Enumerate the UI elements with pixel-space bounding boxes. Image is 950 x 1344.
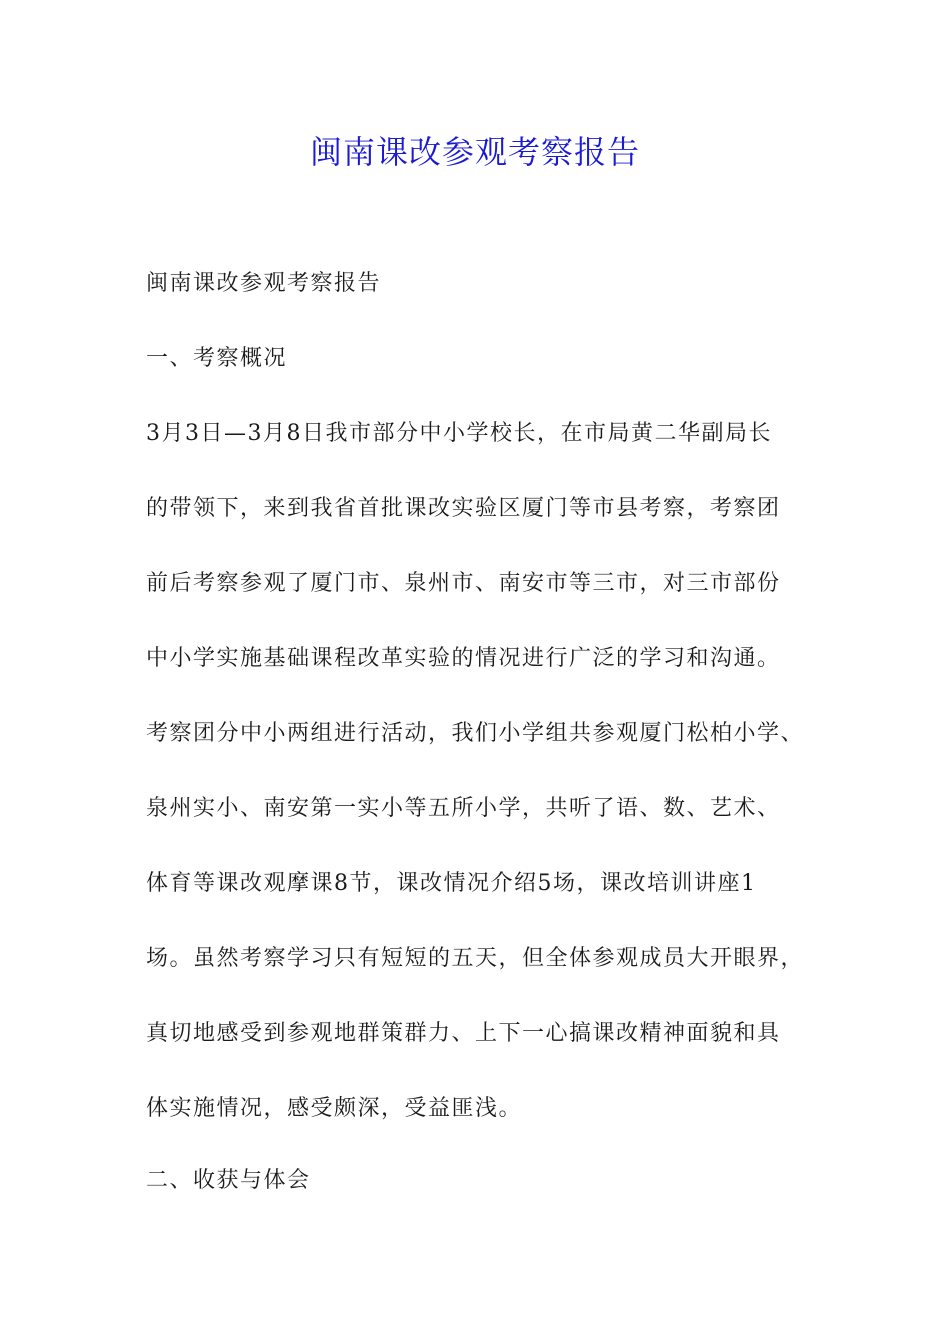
body-line: 的带领下，来到我省首批课改实验区厦门等市县考察，考察团 [146,496,781,521]
body-line: 泉州实小、南安第一实小等五所小学，共听了语、数、艺术、 [146,796,781,821]
body-line: 体育等课改观摩课8节，课改情况介绍5场，课改培训讲座1 [146,871,757,896]
body-line: 3月3日—3月8日我市部分中小学校长，在市局黄二华副局长 [146,421,772,446]
body-line: 体实施情况，感受颇深，受益匪浅。 [146,1096,523,1121]
body-line: 考察团分中小两组进行活动，我们小学组共参观厦门松柏小学、 [146,721,805,746]
body-line: 中小学实施基础课程改革实验的情况进行广泛的学习和沟通。 [146,646,781,671]
document-title: 闽南课改参观考察报告 [309,133,640,171]
body-line: 场。虽然考察学习只有短短的五天，但全体参观成员大开眼界， [146,946,805,971]
body-line: 真切地感受到参观地群策群力、上下一心搞课改精神面貌和具 [146,1021,781,1046]
subtitle-line: 闽南课改参观考察报告 [146,271,382,296]
section-heading-overview: 一、考察概况 [146,346,288,371]
body-line: 前后考察参观了厦门市、泉州市、南安市等三市，对三市部份 [146,571,781,596]
section-heading-gains: 二、收获与体会 [146,1168,311,1193]
